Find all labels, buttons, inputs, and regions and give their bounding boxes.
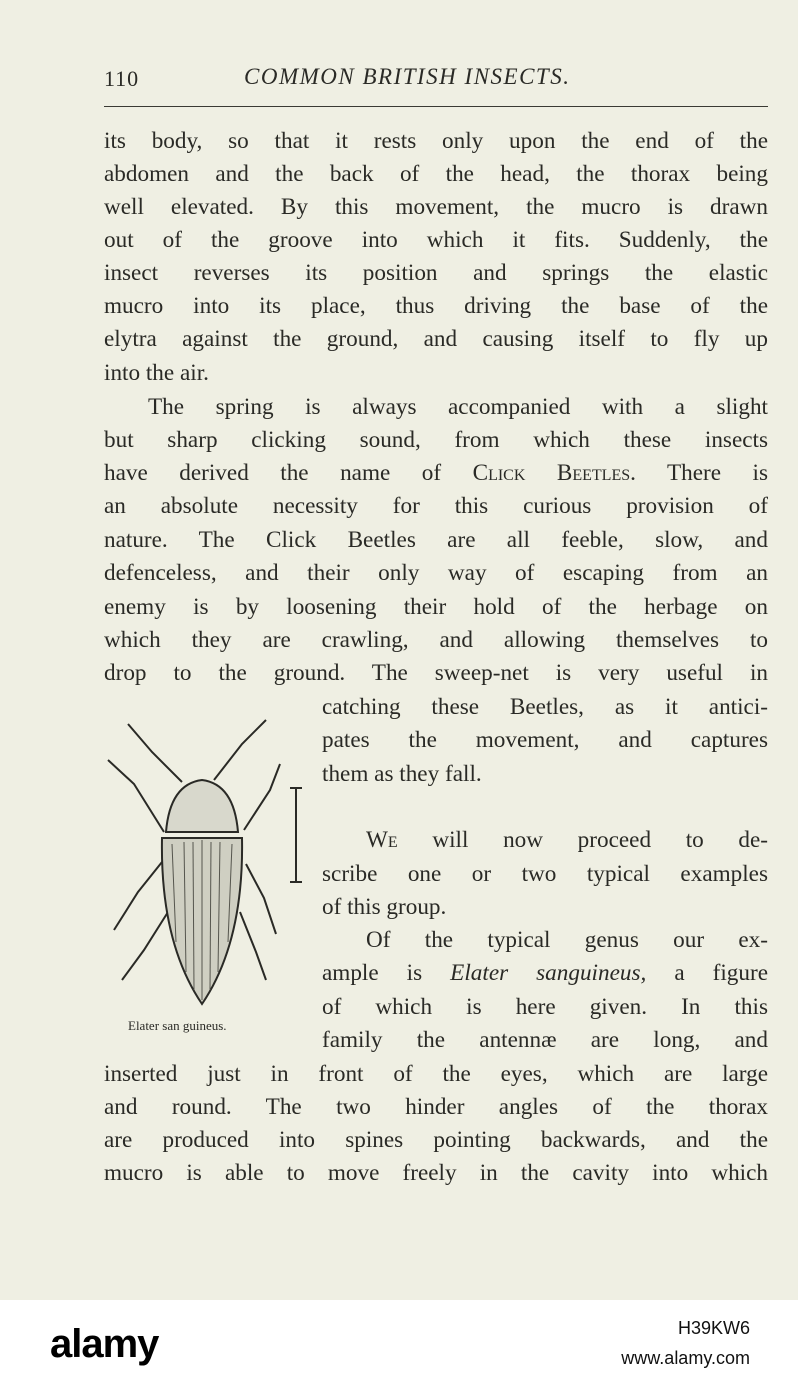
we-smallcaps: We <box>366 827 398 853</box>
text-line: of this group. <box>322 894 447 920</box>
text-fragment: a figure <box>674 960 769 986</box>
alamy-logo: alamy <box>50 1322 159 1366</box>
text-line: them as they fall. <box>322 761 482 787</box>
text-line: inserted just in front of the eyes, which are large <box>104 1061 768 1087</box>
text-line: well elevated. By this movement, the mucro is drawn <box>104 194 768 220</box>
page-number: 110 <box>104 66 140 91</box>
text-line <box>322 823 768 857</box>
text-line: nature. The Click Beetles are all feeble, slow, and <box>104 527 768 553</box>
text-fragment: There is <box>667 460 769 486</box>
text-line: of which is here given. In this <box>322 994 768 1020</box>
text-line <box>104 456 768 490</box>
text-line: enemy is by loosening their hold of the herbage on <box>104 594 768 620</box>
species-name: Elater sanguineus, <box>450 960 647 986</box>
text-line: but sharp clicking sound, from which these insects <box>104 427 768 453</box>
text-line: The spring is always accompanied with a slight <box>148 394 768 420</box>
beetle-icon <box>104 712 304 1022</box>
text-line: mucro into its place, thus driving the base of the <box>104 293 768 319</box>
text-fragment: ample is <box>322 960 423 986</box>
click-beetles-term: Click Beetles. <box>472 460 636 486</box>
text-line: drop to the ground. The sweep-net is very useful in <box>104 660 768 686</box>
watermark-footer <box>0 1300 798 1390</box>
text-line: abdomen and the back of the head, the thorax being <box>104 161 768 187</box>
text-line: are produced into spines pointing backwards, and the <box>104 1127 768 1153</box>
text-line: scribe one or two typical examples <box>322 861 768 887</box>
running-title: COMMON BRITISH INSECTS. <box>244 64 571 89</box>
text-line: into the air. <box>104 360 209 386</box>
text-line: its body, so that it rests only upon the end of the <box>104 128 768 154</box>
header-rule <box>104 106 768 107</box>
text-line: Of the typical genus our ex- <box>366 927 768 953</box>
site-url: www.alamy.com <box>621 1348 750 1368</box>
text-line: an absolute necessity for this curious provision of <box>104 493 768 519</box>
text-line: mucro is able to move freely in the cavity into which <box>104 1160 768 1186</box>
page-header <box>104 64 768 96</box>
text-line: which they are crawling, and allowing themselves to <box>104 627 768 653</box>
text-line: catching these Beetles, as it antici- <box>322 694 768 720</box>
text-line: elytra against the ground, and causing itself to fly up <box>104 326 768 352</box>
text-line: pates the movement, and captures <box>322 727 768 753</box>
text-line: out of the groove into which it fits. Suddenly, the <box>104 227 768 253</box>
text-line: family the antennæ are long, and <box>322 1027 768 1053</box>
beetle-illustration <box>104 712 304 1022</box>
text-line <box>322 956 768 990</box>
text-line: and round. The two hinder angles of the thorax <box>104 1094 768 1120</box>
text-fragment: have derived the name of <box>104 460 442 486</box>
text-line: insect reverses its position and springs the elastic <box>104 260 768 286</box>
text-fragment: will now proceed to de- <box>432 827 769 853</box>
text-line: defenceless, and their only way of escaping from an <box>104 560 768 586</box>
image-id: H39KW6 <box>677 1318 750 1338</box>
figure-caption: Elater san guineus. <box>128 1018 227 1033</box>
